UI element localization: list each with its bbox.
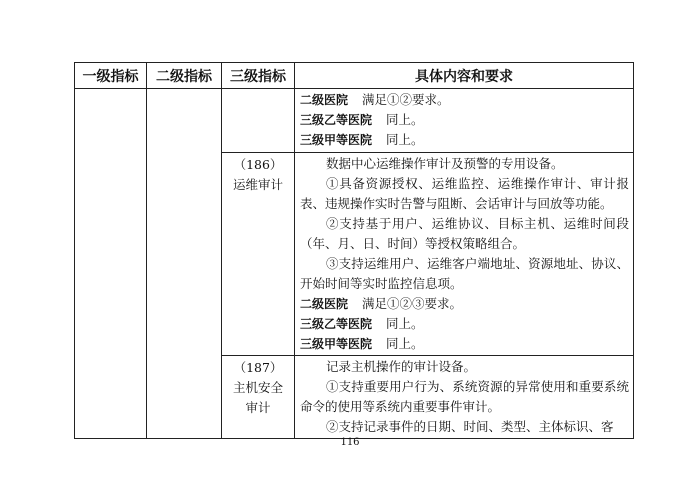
level-line: 二级医院 满足①②③要求。 bbox=[300, 296, 463, 311]
content-paragraph: ②支持记录事件的日期、时间、类型、主体标识、客 bbox=[326, 419, 614, 434]
indicator-name-line: 审计 bbox=[245, 400, 271, 415]
content-cell bbox=[295, 89, 634, 153]
level2-cell bbox=[147, 89, 222, 439]
level1-cell bbox=[75, 89, 147, 439]
content-paragraph: ②支持基于用户、运维协议、目标主机、运维时间段（年、月、日、时间）等授权策略组合。 bbox=[300, 216, 629, 251]
content-paragraph: ③支持运维用户、运维客户端地址、资源地址、协议、开始时间等实时监控信息项。 bbox=[300, 256, 629, 291]
table-row bbox=[75, 89, 634, 153]
level-line: 三级乙等医院 同上。 bbox=[300, 316, 424, 331]
table-header-row bbox=[75, 63, 634, 89]
indicator-code: （187） bbox=[233, 360, 283, 375]
header-level1: 一级指标 bbox=[75, 63, 147, 89]
header-level2: 二级指标 bbox=[147, 63, 222, 89]
content-paragraph: 数据中心运维操作审计及预警的专用设备。 bbox=[326, 156, 564, 171]
level-line: 三级甲等医院 同上。 bbox=[300, 336, 424, 351]
content-cell bbox=[295, 153, 634, 356]
content-paragraph: ①支持重要用户行为、系统资源的异常使用和重要系统命令的使用等系统内重要事件审计。 bbox=[300, 379, 629, 414]
header-content: 具体内容和要求 bbox=[295, 63, 634, 89]
indicator-table bbox=[74, 62, 634, 439]
header-level3: 三级指标 bbox=[222, 63, 295, 89]
level-line: 二级医院 满足①②要求。 bbox=[300, 92, 450, 107]
indicator-name-line: 主机安全 bbox=[232, 380, 283, 395]
indicator-code: （186） bbox=[233, 157, 283, 172]
content-paragraph: ①具备资源授权、运维监控、运维操作审计、审计报表、违规操作实时告警与阻断、会话审计与回放等功能。 bbox=[300, 176, 629, 211]
level3-cell bbox=[222, 153, 295, 356]
page-number: 116 bbox=[340, 437, 360, 448]
level-line: 三级甲等医院 同上。 bbox=[300, 132, 424, 147]
level3-cell-continued bbox=[222, 89, 295, 153]
content-paragraph: 记录主机操作的审计设备。 bbox=[326, 359, 477, 374]
content-cell bbox=[295, 356, 634, 439]
indicator-name: 运维审计 bbox=[232, 177, 283, 192]
level3-cell bbox=[222, 356, 295, 439]
level-line: 三级乙等医院 同上。 bbox=[300, 112, 424, 127]
